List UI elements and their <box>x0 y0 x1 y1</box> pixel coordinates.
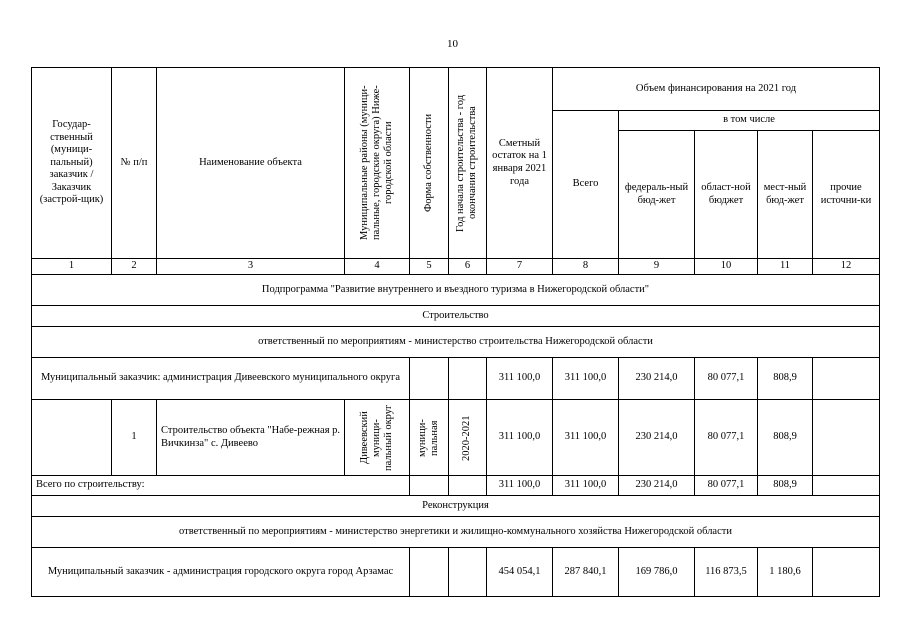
empty-cell <box>449 358 487 400</box>
empty-cell <box>449 476 487 496</box>
object-ownership <box>410 400 449 476</box>
total-label: Всего по строительству: <box>32 476 410 496</box>
header-ownership <box>410 68 449 259</box>
client-row <box>32 358 880 400</box>
local-value: 808,9 <box>758 358 813 400</box>
column-number: 11 <box>758 259 813 275</box>
object-years <box>449 400 487 476</box>
client-name: Муниципальный заказчик: администрация Дивеевского муниципального округа <box>32 358 410 400</box>
column-number: 3 <box>157 259 345 275</box>
regional-value: 80 077,1 <box>695 400 758 476</box>
header-region <box>345 68 410 259</box>
page-number: 10 <box>447 38 458 50</box>
financing-table <box>31 67 880 597</box>
other-value <box>813 476 880 496</box>
column-number: 8 <box>553 259 619 275</box>
other-value <box>813 400 880 476</box>
column-number: 9 <box>619 259 695 275</box>
balance-value: 311 100,0 <box>487 358 553 400</box>
federal-value: 230 214,0 <box>619 476 695 496</box>
empty-cell <box>410 358 449 400</box>
responsible-construction: ответственный по мероприятиям - министерство строительства Нижегородской области <box>32 327 880 358</box>
header-ownership-text: Форма собственности <box>422 113 434 213</box>
object-num: 1 <box>112 400 157 476</box>
regional-value: 80 077,1 <box>695 358 758 400</box>
total-value: 311 100,0 <box>553 400 619 476</box>
section-title-reconstruction: Реконструкция <box>32 496 880 517</box>
federal-value: 230 214,0 <box>619 358 695 400</box>
object-name: Строительство объекта "Набе-режная р. Вичкинза" с. Дивеево <box>157 400 345 476</box>
column-number: 1 <box>32 259 112 275</box>
object-region <box>345 400 410 476</box>
regional-value: 116 873,5 <box>695 548 758 597</box>
column-number: 5 <box>410 259 449 275</box>
responsible-row <box>32 327 880 358</box>
column-number: 2 <box>112 259 157 275</box>
column-number-row <box>32 259 880 275</box>
client-name: Муниципальный заказчик - администрация городского округа город Арзамас <box>32 548 410 597</box>
header-funding: Объем финансирования на 2021 год <box>553 68 880 111</box>
header-other: прочие источни-ки <box>813 131 880 259</box>
object-row <box>32 400 880 476</box>
responsible-row <box>32 517 880 548</box>
object-region-text: Дивеевский муници-пальный округ <box>358 404 395 471</box>
balance-value: 454 054,1 <box>487 548 553 597</box>
subprogram-title: Подпрограмма "Развитие внутреннего и въездного туризма в Нижегородской области" <box>32 275 880 306</box>
total-value: 287 840,1 <box>553 548 619 597</box>
responsible-reconstruction: ответственный по мероприятиям - министерство энергетики и жилищно-коммунального хозяйства Нижегородской области <box>32 517 880 548</box>
local-value: 808,9 <box>758 476 813 496</box>
header-balance: Сметный остаток на 1 января 2021 года <box>487 68 553 259</box>
header-including: в том числе <box>619 111 880 131</box>
empty-cell <box>410 548 449 597</box>
local-value: 1 180,6 <box>758 548 813 597</box>
total-row <box>32 476 880 496</box>
balance-value: 311 100,0 <box>487 476 553 496</box>
object-years-text: 2020-2021 <box>461 414 473 461</box>
client-row <box>32 548 880 597</box>
header-row <box>32 68 880 111</box>
header-customer: Государ-ственный (муници-пальный) заказчик / Заказчик (застрой-щик) <box>32 68 112 259</box>
federal-value: 169 786,0 <box>619 548 695 597</box>
section-title-construction: Строительство <box>32 306 880 327</box>
header-regional: област-ной бюджет <box>695 131 758 259</box>
header-region-text: Муниципальные районы (муници-пальные, городские округа) Ниже-городской области <box>358 85 395 241</box>
empty-cell <box>449 548 487 597</box>
object-ownership-text: муници-пальная <box>416 418 440 457</box>
column-number: 10 <box>695 259 758 275</box>
header-federal: федераль-ный бюд-жет <box>619 131 695 259</box>
total-value: 311 100,0 <box>553 476 619 496</box>
empty-cell <box>410 476 449 496</box>
header-object-name: Наименование объекта <box>157 68 345 259</box>
column-number: 6 <box>449 259 487 275</box>
column-number: 4 <box>345 259 410 275</box>
section-row <box>32 496 880 517</box>
regional-value: 80 077,1 <box>695 476 758 496</box>
header-years-text: Год начала строительства - год окончания строительства <box>455 94 479 232</box>
section-row <box>32 306 880 327</box>
balance-value: 311 100,0 <box>487 400 553 476</box>
header-total: Всего <box>553 111 619 259</box>
header-years <box>449 68 487 259</box>
header-local: мест-ный бюд-жет <box>758 131 813 259</box>
total-value: 311 100,0 <box>553 358 619 400</box>
empty-cell <box>32 400 112 476</box>
column-number: 7 <box>487 259 553 275</box>
federal-value: 230 214,0 <box>619 400 695 476</box>
other-value <box>813 358 880 400</box>
local-value: 808,9 <box>758 400 813 476</box>
column-number: 12 <box>813 259 880 275</box>
other-value <box>813 548 880 597</box>
header-num: № п/п <box>112 68 157 259</box>
subprogram-row <box>32 275 880 306</box>
